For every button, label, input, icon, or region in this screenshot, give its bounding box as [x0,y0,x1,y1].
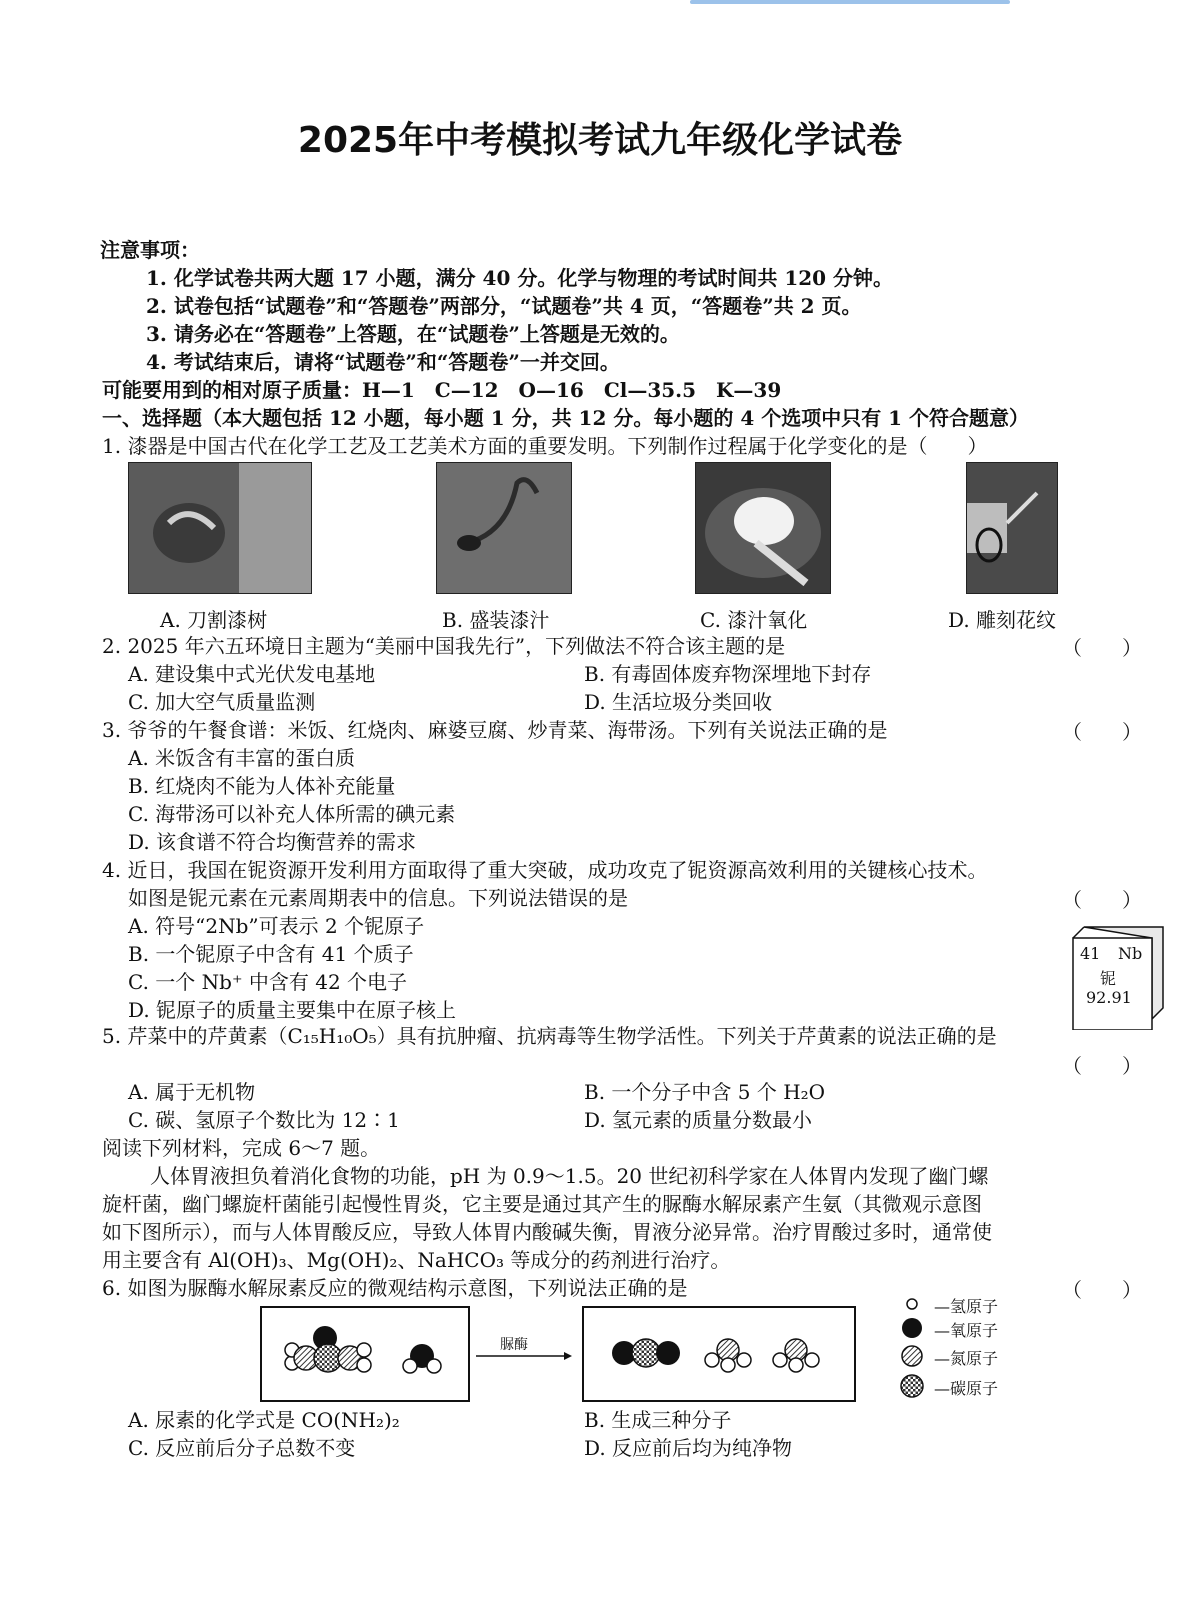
element-name: 铌 [1100,969,1117,988]
carbon-legend-icon [901,1375,923,1397]
q3-answer-paren: （ ） [1062,720,1142,744]
q6-option-c: C. 反应前后分子总数不变 [128,1436,356,1460]
hydrogen-atom [403,1359,417,1373]
q1-option-c: C. 漆汁氧化 [700,608,808,632]
reactants-box [260,1306,470,1402]
reading-intro: 阅读下列材料，完成 6～7 题。 [102,1136,381,1160]
hydrogen-atom [805,1353,819,1367]
section-one-heading: 一、选择题（本大题包括 12 小题，每小题 1 分，共 12 分。每小题的 4 个选项中只有 1 个符合题意） [102,406,1030,430]
note-item: 1. 化学试卷共两大题 17 小题，满分 40 分。化学与物理的考试时间共 120 分钟。 [146,266,894,290]
hydrogen-atom [427,1359,441,1373]
nitrogen-legend-icon [902,1346,922,1366]
q3-option-d: D. 该食谱不符合均衡营养的需求 [128,830,417,854]
q2-answer-paren: （ ） [1062,636,1142,660]
photo-cutting-lacquer-tree [128,462,312,594]
note-item: 2. 试卷包括“试题卷”和“答题卷”两部分，“试题卷”共 4 页，“答题卷”共 2 页。 [146,294,862,318]
q2-option-b: B. 有毒固体废弃物深埋地下封存 [584,662,872,686]
note-item: 3. 请务必在“答题卷”上答题，在“试题卷”上答题是无效的。 [146,322,680,346]
hydrogen-atom [737,1353,751,1367]
holding-lacquer-picture [437,463,571,593]
element-symbol: Nb [1118,944,1143,963]
top-edge-decoration [690,0,1010,4]
hydrogen-atom [357,1358,371,1372]
reading-line: 人体胃液担负着消化食物的功能，pH 为 0.9～1.5。20 世纪初科学家在人体胃内发现了幽门螺 [150,1164,989,1188]
carbon-atom [632,1339,660,1367]
q2-option-d: D. 生活垃圾分类回收 [584,690,773,714]
hydrogen-atom [789,1358,803,1372]
q1-option-b: B. 盛装漆汁 [442,608,550,632]
q6-option-d: D. 反应前后均为纯净物 [584,1436,793,1460]
carving-patterns-picture [967,463,1057,593]
q4-answer-paren: （ ） [1062,888,1142,912]
q5-option-a: A. 属于无机物 [128,1080,256,1104]
q5-option-d: D. 氢元素的质量分数最小 [584,1108,813,1132]
photo-lacquer-oxidation [695,462,831,594]
element-mass: 92.91 [1086,988,1132,1007]
photo-carving-patterns [966,462,1058,594]
product-molecules [584,1308,854,1400]
q6-option-a: A. 尿素的化学式是 CO(NH₂)₂ [128,1408,400,1432]
hydrogen-atom [721,1358,735,1372]
q4-option-c: C. 一个 Nb⁺ 中含有 42 个电子 [128,970,408,994]
legend-oxygen: —氧原子 [934,1321,999,1340]
q1-option-a: A. 刀割漆树 [160,608,268,632]
notes-heading: 注意事项： [100,238,200,262]
reading-line: 用主要含有 Al(OH)₃、Mg(OH)₂、NaHCO₃ 等成分的药剂进行治疗。 [102,1248,731,1272]
element-card-frame [1072,926,1164,1030]
q4-option-b: B. 一个铌原子中含有 41 个质子 [128,942,414,966]
note-item: 4. 考试结束后，请将“试题卷”和“答题卷”一并交回。 [146,350,620,374]
q2-option-c: C. 加大空气质量监测 [128,690,316,714]
reactant-molecules [262,1308,468,1400]
q4-stem-line1: 4. 近日，我国在铌资源开发利用方面取得了重大突破，成功攻克了铌资源高效利用的关键核心技术。 [102,858,988,882]
legend-carbon: —碳原子 [934,1379,999,1398]
atom-legend-symbols [898,1294,932,1406]
lacquer-oxidation-picture [696,463,830,593]
niobium-element-card [1072,926,1164,1030]
legend-hydrogen: —氢原子 [934,1297,999,1316]
q3-stem: 3. 爷爷的午餐食谱：米饭、红烧肉、麻婆豆腐、炒青菜、海带汤。下列有关说法正确的是 [102,718,888,742]
q3-option-a: A. 米饭含有丰富的蛋白质 [128,746,356,770]
q5-answer-paren: （ ） [1062,1054,1142,1078]
q4-stem-line2: 如图是铌元素在元素周期表中的信息。下列说法错误的是 [128,886,628,910]
hydrogen-atom [357,1343,371,1357]
hydrogen-atom [705,1353,719,1367]
enzyme-label: 脲酶 [500,1337,528,1353]
element-number: 41 [1080,944,1101,963]
oxygen-atom [656,1341,680,1365]
q1-option-d: D. 雕刻花纹 [948,608,1057,632]
reaction-arrow [474,1350,574,1362]
q5-option-c: C. 碳、氢原子个数比为 12∶1 [128,1108,400,1132]
oxygen-legend-icon [902,1318,922,1338]
q4-option-d: D. 铌原子的质量主要集中在原子核上 [128,998,457,1022]
page-title: 2025年中考模拟考试九年级化学试卷 [297,120,903,161]
q6-answer-paren: （ ） [1062,1278,1142,1302]
cutting-tree-picture [129,463,311,593]
hydrogen-legend-icon [907,1299,917,1309]
atomic-mass-line: 可能要用到的相对原子质量：H—1 C—12 O—16 Cl—35.5 K—39 [102,378,782,402]
reading-line: 旋杆菌，幽门螺旋杆菌能引起慢性胃炎，它主要是通过其产生的脲酶水解尿素产生氨（其微观示意图 [102,1192,982,1216]
photo-holding-lacquer [436,462,572,594]
reading-line: 如下图所示），而与人体胃酸反应，导致人体胃内酸碱失衡，胃液分泌异常。治疗胃酸过多时，通常使 [102,1220,992,1244]
q1-stem: 1. 漆器是中国古代在化学工艺及工艺美术方面的重要发明。下列制作过程属于化学变化的是（ ） [102,434,988,458]
products-box [582,1306,856,1402]
q5-option-b: B. 一个分子中含 5 个 H₂O [584,1080,826,1104]
q3-option-b: B. 红烧肉不能为人体补充能量 [128,774,396,798]
q6-stem: 6. 如图为脲酶水解尿素反应的微观结构示意图，下列说法正确的是 [102,1276,688,1300]
q5-stem: 5. 芹菜中的芹黄素（C₁₅H₁₀O₅）具有抗肿瘤、抗病毒等生物学活性。下列关于芹黄素的说法正确的是 [102,1024,997,1048]
q2-stem: 2. 2025 年六五环境日主题为“美丽中国我先行”，下列做法不符合该主题的是 [102,634,786,658]
q3-option-c: C. 海带汤可以补充人体所需的碘元素 [128,802,456,826]
hydrogen-atom [773,1353,787,1367]
legend-nitrogen: —氮原子 [934,1349,999,1368]
q4-option-a: A. 符号“2Nb”可表示 2 个铌原子 [128,914,425,938]
q2-option-a: A. 建设集中式光伏发电基地 [128,662,376,686]
q6-option-b: B. 生成三种分子 [584,1408,732,1432]
